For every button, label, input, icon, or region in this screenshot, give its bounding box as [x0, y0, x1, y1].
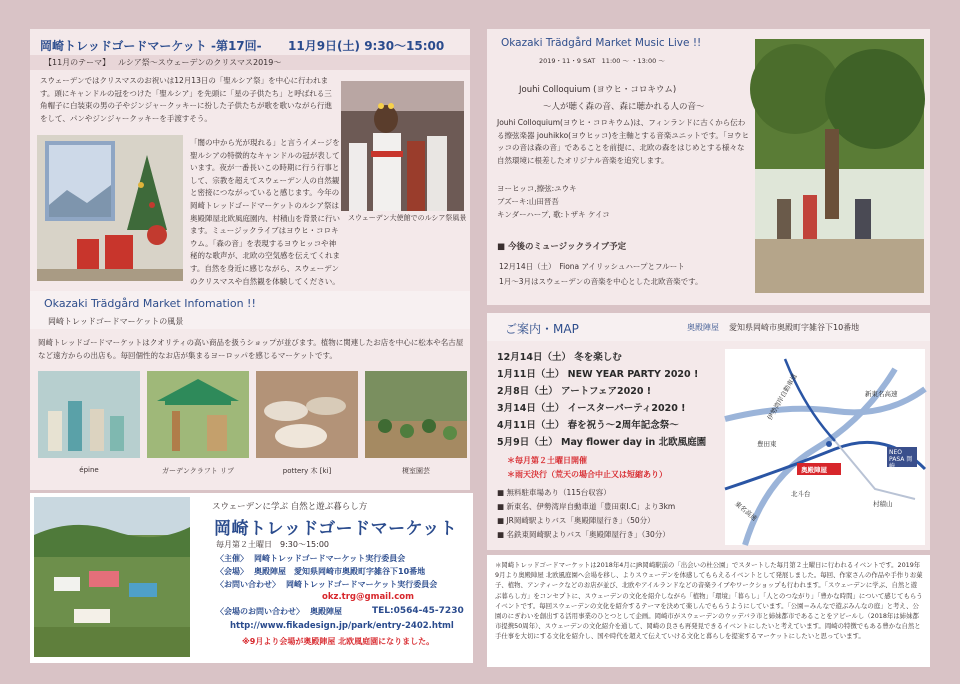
about-text: ＊岡崎トレッドゴードマーケットは2018年4月にJR岡崎駅前の「出会いの杜公園」でスタートした毎月第２土曜日に行われるイベントです。2019年9月より奥殿陣屋 北欧風庭園へ会場を移し、よりスウェーデンを体感してもらえるイベントとして発展しました。毎回、作家さんの作品や手作りお菓子、植物、アンティークなどのお店が並び、北欧やアイルランドなどの音楽ライブやワークショップも行われます。「スウェーデンに学ぶ、自然と遊ぶ暮らし方」をコンセプトに、スウェーデンの文化を紹介しながら「植物」「環境」「暮らし」「人とのつながり」「豊かな時間」について感じてもらうイベントです。毎回スウェーデンの文化を紹介するテーマを決めて楽しんでもらうようにしています。「公園＝みんなで遊ぶみんなの庭」と考え、公園のにぎわいを創出する活用事業のひとつとして企画。岡崎市がスウェーデンのウッデバラ市と姉妹都市であることをアピールし（2018年は姉妹都市提携50周年）、スウェーデンの文化紹介を通して、岡崎の良さも再発見できるイベントにしたいと考えています。岡崎の特徴でもある豊かな自然と手仕事を大切にする文化を紹介し、国や時代を超えて伝えていける文化と暮らしを提案するマーケットにしたいと思っています。 [495, 561, 923, 641]
contact-email[interactable]: okz.trg@gmail.com [322, 592, 414, 602]
map-label-okudono: 奥殿陣屋 [801, 466, 827, 474]
guide-address: 愛知県岡崎市奥殿町字雑谷下10番地 [729, 323, 860, 332]
contact-label: 〈お問い合わせ〉 [216, 580, 280, 589]
shop-name-enomuro: 榎室園芸 [402, 467, 430, 475]
event-jan: 1月11日（土） NEW YEAR PARTY 2020 ! [497, 369, 699, 380]
shop-photo-garden-craft [147, 371, 249, 458]
organizer-value: 岡崎トレッドゴードマーケット実行委員会 [254, 554, 406, 563]
access-jr-bus: ■ JR岡崎駅よりバス「奥殿陣屋行き」（50分） [497, 516, 655, 525]
map-label-shin-tomei: 新東名高速 [865, 390, 898, 398]
venue-label: 〈会場〉 [216, 567, 248, 576]
music-member-2: ブズーキ:山田晋吾 [497, 197, 559, 206]
music-datetime: 2019・11・9 SAT 11:00 〜 ・13:00 〜 [539, 57, 665, 65]
map-label-murazumiyama: 村積山 [873, 500, 893, 508]
map-label-toyota-higashi: 豊田東 [757, 440, 777, 448]
music-member-3: キンダーハープ, 歌:トザキ ケイコ [497, 210, 610, 219]
about-footer [487, 555, 930, 667]
venue-tel: TEL:0564-45-7230 [372, 606, 464, 616]
shop-name-epine: épine [79, 466, 99, 474]
event-may: 5月9日（土） May flower day in 北欧風庭園 [497, 437, 707, 448]
card-schedule: 毎月第２土曜日 9:30〜15:00 [216, 540, 330, 549]
access-map[interactable] [725, 349, 925, 545]
music-title: Okazaki Trädgård Market Music Live !! [501, 37, 702, 49]
lucia-body-continued [190, 225, 468, 287]
info-text: 岡崎トレッドゴードマーケットはクオリティの高い商品を扱うショップが並びます。植物に関連したお店を中心に松本や名古屋など遠方からの出店も。毎回個性的なお店が集まるヨーロッパを感じるマーケットです。 [38, 338, 464, 360]
music-subtitle: 〜人が聴く森の音、森に聴かれる人の音〜 [543, 102, 705, 112]
access-highway: ■ 新東名、伊勢湾岸自動車道「豊田東I.C」より3km [497, 502, 676, 511]
access-meitetsu-bus: ■ 名鉄東岡崎駅よりバス「奥殿陣屋行き」（30分） [497, 530, 670, 539]
access-parking: ■ 無料駐車場あり（115台収容） [497, 488, 611, 497]
map-label-hokutodai: 北斗台 [791, 490, 811, 498]
market-aerial-photo [34, 497, 190, 657]
card-tagline: スウェーデンに学ぶ 自然と遊ぶ暮らし方 [212, 502, 368, 512]
market-title: 岡崎トレッドゴードマーケット -第17回- [40, 39, 262, 53]
shop-photo-enomuro [365, 371, 467, 458]
map-label-isewangan: 伊勢湾岸自動車道 [765, 372, 799, 422]
event-dec: 12月14日（土） 冬を楽しむ [497, 352, 622, 363]
christmas-decoration-photo [37, 135, 183, 281]
info-panel [30, 291, 470, 490]
guide-title: ご案内・MAP [505, 322, 579, 336]
map-label-neopasa: NEO PASA 岡崎 [889, 449, 913, 470]
venue-url[interactable]: http://www.fikadesign.jp/park/entry-2402.html [230, 621, 454, 631]
guide-venue-name: 奥殿陣屋 [687, 323, 719, 332]
shop-name-garden-craft: ガーデンクラフト リブ [162, 467, 234, 475]
guide-panel [487, 313, 930, 550]
theme-text: ルシア祭〜スウェーデンのクリスマス2019〜 [118, 58, 282, 67]
organizer-label: 〈主催〉 [216, 554, 248, 563]
venue-contact-label: 〈会場のお問い合わせ〉 [216, 607, 304, 616]
lucia-panel [30, 29, 470, 291]
upcoming-2: 1月〜3月はスウェーデンの音楽を中心とした北欧音楽です。 [499, 277, 703, 286]
event-feb: 2月8日（土） アートフェア2020 ! [497, 386, 652, 397]
band-performance-photo [755, 39, 924, 293]
music-panel [487, 29, 930, 305]
info-title: Okazaki Trädgård Market Infomation !! [44, 297, 256, 310]
upcoming-title: ■ 今後のミュージックライブ予定 [497, 242, 627, 252]
map-label-tomei: 東名高速 [733, 499, 759, 523]
info-subtitle: 岡崎トレッドゴードマーケットの風景 [48, 317, 184, 326]
market-card [30, 493, 473, 663]
lucia-intro: スウェーデンではクリスマスのお祝いは12月13日の「聖ルシア祭」を中心に行われます。頭にキャンドルの冠をつけた「聖ルシア」を先頭に「星の子供たち」と呼ばれる三角帽子に白装束の男の子やジンジャークッキーに扮した子供たちが歌を歌いながら行進をして、パンやジンジャークッキーを手渡すそう。 [40, 76, 332, 123]
venue-value: 奥殿陣屋 愛知県岡崎市奥殿町字雑谷下10番地 [254, 567, 426, 576]
lucia-photo-caption: スウェーデン大使館でのルシア祭風景 [348, 214, 467, 222]
venue-change-notice: ※9月より会場が奥殿陣屋 北欧風庭園になりました。 [242, 637, 435, 646]
upcoming-1: 12月14日（土） Fiona アイリッシュハープとフルート [499, 262, 685, 271]
shop-photo-epine [38, 371, 140, 458]
note-rain: ＊雨天決行（荒天の場合中止又は短縮あり） [507, 470, 667, 479]
theme-label: 【11月のテーマ】 [44, 58, 111, 67]
lucia-procession-photo [341, 81, 464, 211]
music-member-1: ヨーヒッコ,擦弦:ユウキ [497, 184, 577, 193]
music-description: Jouhi Colloquium(ヨウヒ・コロキウム)は、フィンランドに古くから伝わる擦弦楽器 jouhikko(ヨウヒッコ)を主軸とする音楽ユニットです。「ヨウヒッコの音は森の音」であることを前提に、北欧の森をはじめとする様々な自然環境に根差したオリジナル音楽を追究します。 [497, 118, 750, 165]
shop-photo-pottery [256, 371, 358, 458]
market-date: 11月9日(土) 9:30〜15:00 [288, 39, 445, 53]
lucia-body: 「闇の中から光が現れる」と言うイメージを聖ルシアの特徴的なキャンドルの冠が表しています。夜が一番長いこの時期に行う行事として、宗教を超えてスウェーデン人の自然観と密接につながっていると感じます。今年の岡崎トレッドゴードマーケットのルシア祭は奥殿陣屋北欧風庭園内、村積山を背景に行います。ミュージックライブはヨウヒ・コロキウム。「森の音」を表現するヨウヒッコや神秘的な歌声が、北欧の空気感を伝えてくれます。自然を身近に感じながら、スウェーデンのクリスマスや自然観を体験してください。 [190, 138, 340, 286]
event-mar: 3月14日（土） イースターパーティ2020 ! [497, 403, 686, 414]
shop-name-pottery: pottery 木 [ki] [282, 467, 332, 475]
card-title: 岡崎トレッドゴードマーケット [214, 519, 458, 539]
music-artist: Jouhi Colloquium (ヨウヒ・コロキウム) [519, 85, 677, 95]
contact-value: 岡崎トレッドゴードマーケット実行委員会 [286, 580, 438, 589]
event-apr: 4月11日（土） 春を祝う〜2周年記念祭〜 [497, 420, 679, 431]
note-monthly: ＊毎月第２土曜日開催 [507, 456, 587, 465]
venue-contact-name: 奥殿陣屋 [310, 607, 342, 616]
